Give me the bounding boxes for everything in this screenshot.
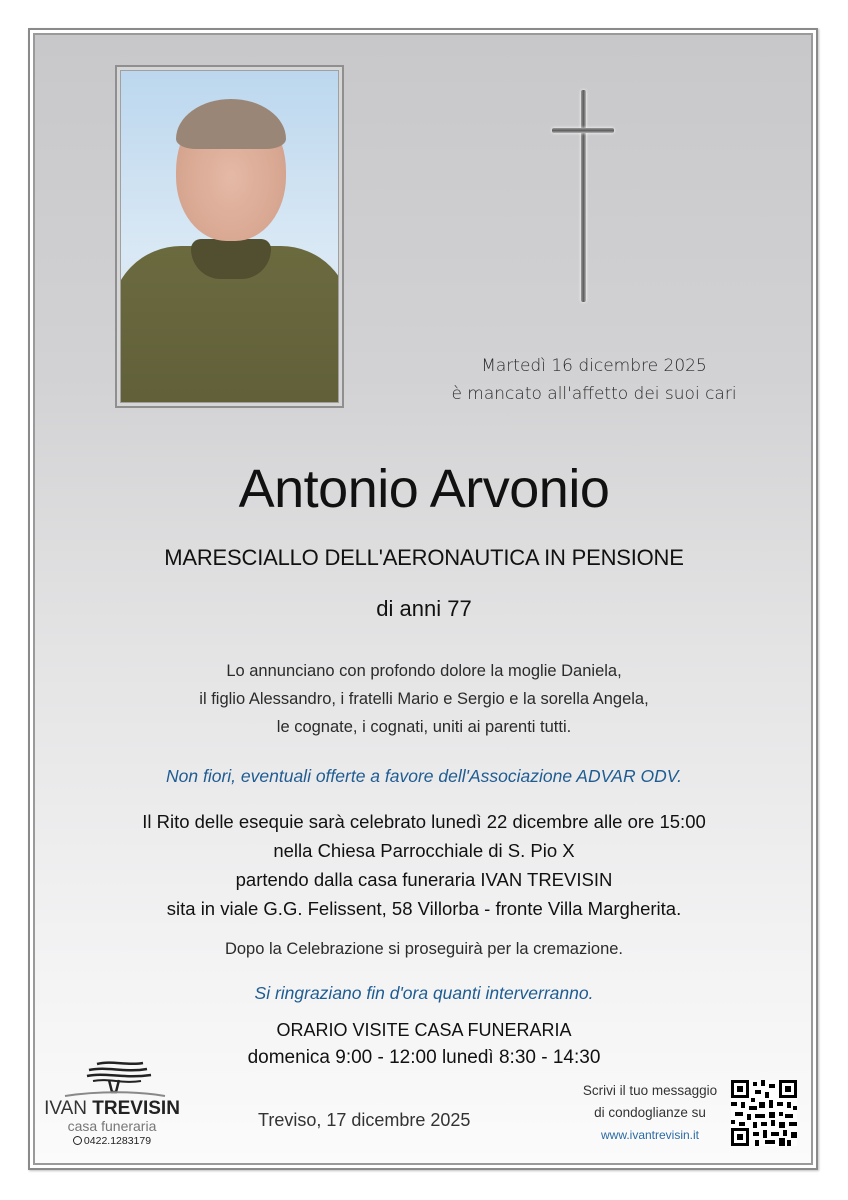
announcers-line-3: le cognate, i cognati, uniti ai parenti tutti. [276, 718, 572, 736]
condolences-line-1: Scrivi il tuo messaggio [582, 1083, 718, 1098]
cross-icon [552, 90, 614, 302]
funeral-home-logo [42, 1058, 182, 1158]
after-ceremony-note: Dopo la Celebrazione si proseguirà per la cremazione. [224, 940, 624, 958]
funeral-line-1: Il Rito delle esequie sarà celebrato lunedì 22 dicembre alle ore 15:00 [142, 811, 706, 832]
portrait-photo [120, 70, 339, 403]
funeral-line-3: partendo dalla casa funeraria IVAN TREVISIN [235, 869, 613, 890]
visiting-hours-title: ORARIO VISITE CASA FUNERARIA [276, 1020, 572, 1040]
deceased-age: di anni 77 [376, 596, 472, 621]
phone-icon [73, 1136, 82, 1145]
funeral-home-subtitle: casa funeraria [67, 1118, 157, 1134]
donation-note: Non fiori, eventuali offerte a favore dell'Associazione ADVAR ODV. [166, 766, 682, 786]
deceased-title: MARESCIALLO DELL'AERONAUTICA IN PENSIONE [164, 545, 684, 570]
place-and-date: Treviso, 17 dicembre 2025 [258, 1110, 471, 1130]
condolences-block [570, 1080, 730, 1146]
funeral-home-phone: 0422.1283179 [42, 1135, 182, 1147]
portrait-frame [115, 65, 344, 408]
tree-logo-icon [57, 1058, 167, 1100]
thanks-note: Si ringraziano fin d'ora quanti interverranno. [254, 983, 594, 1003]
portrait-collar [191, 239, 271, 279]
condolences-line-2: di condoglianze su [594, 1105, 706, 1120]
visiting-hours: domenica 9:00 - 12:00 lunedì 8:30 - 14:30 [247, 1047, 601, 1068]
announcers-line-2: il figlio Alessandro, i fratelli Mario e Sergio e la sorella Angela, [199, 690, 649, 708]
announcers-line-1: Lo annunciano con profondo dolore la moglie Daniela, [226, 662, 622, 680]
condolences-link[interactable]: www.ivantrevisin.it [600, 1128, 700, 1142]
portrait-hair [176, 99, 286, 149]
death-date: Martedì 16 dicembre 2025 [481, 356, 707, 376]
funeral-line-4: sita in viale G.G. Felissent, 58 Villorba - fronte Villa Margherita. [166, 898, 682, 919]
deceased-name: Antonio Arvonio [238, 459, 610, 519]
funeral-line-2: nella Chiesa Parrocchiale di S. Pio X [273, 840, 575, 861]
death-line: è mancato all'affetto dei suoi cari [451, 384, 737, 404]
funeral-home-name: IVAN TREVISIN [44, 1098, 180, 1119]
qr-code-icon[interactable] [731, 1080, 797, 1146]
